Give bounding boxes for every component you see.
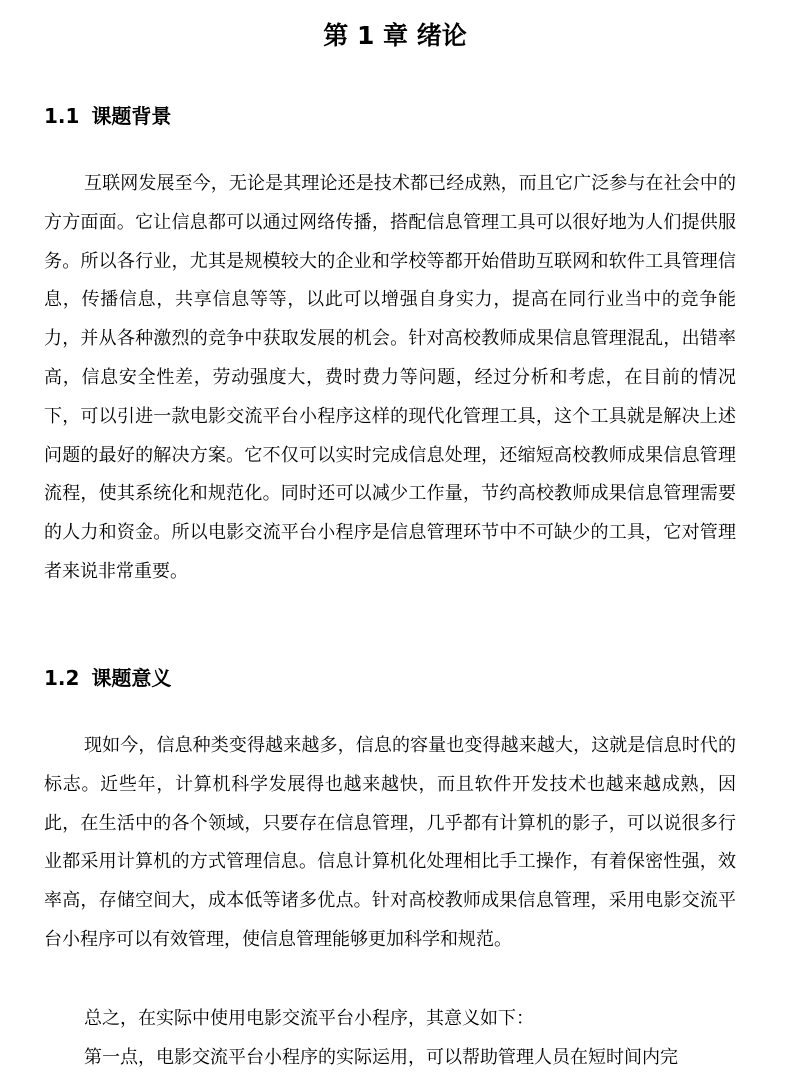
paragraph-point-one: 第一点，电影交流平台小程序的实际运用，可以帮助管理人员在短时间内完 [84,1047,678,1068]
section-number: 1.2 [44,666,80,690]
section-title: 课题背景 [91,104,172,128]
paragraph-summary: 总之，在实际中使用电影交流平台小程序，其意义如下： [84,1008,534,1029]
section-title: 课题意义 [91,666,172,690]
paragraph-significance: 现如今，信息种类变得越来越多，信息的容量也变得越来越大，这就是信息时代的标志。近些年，计算机科学发展得也越来越快，而且软件开发技术也越来越成熟，因此，在生活中的各个领域，只要存在信息管理，几乎都有计算机的影子，可以说很多行业都采用计算机的方式管理信息。信息计算机化处理相比手工操作，有着保密性强，效率高，存储空间大，成本低等诸多优点。针对高校教师成果信息管理，采用电影交流平台小程序可以有效管理，使信息管理能够更加科学和规范。 [44,735,736,950]
section-heading-background [44,100,171,132]
section-heading-significance [44,662,171,694]
paragraph-background: 互联网发展至今，无论是其理论还是技术都已经成熟，而且它广泛参与在社会中的方方面面。它让信息都可以通过网络传播，搭配信息管理工具可以很好地为人们提供服务。所以各行业，尤其是规模较大的企业和学校等都开始借助互联网和软件工具管理信息，传播信息，共享信息等等，以此可以增强自身实力，提高在同行业当中的竞争能力，并从各种激烈的竞争中获取发展的机会。针对高校教师成果信息管理混乱，出错率高，信息安全性差，劳动强度大，费时费力等问题，经过分析和考虑，在目前的情况下，可以引进一款电影交流平台小程序这样的现代化管理工具，这个工具就是解决上述问题的最好的解决方案。它不仅可以实时完成信息处理，还缩短高校教师成果信息管理流程，使其系统化和规范化。同时还可以减少工作量，节约高校教师成果信息管理需要的人力和资金。所以电影交流平台小程序是信息管理环节中不可缺少的工具，它对管理者来说非常重要。 [44,173,736,582]
chapter-title: 第 1 章 绪论 [323,21,467,50]
section-number: 1.1 [44,104,80,128]
